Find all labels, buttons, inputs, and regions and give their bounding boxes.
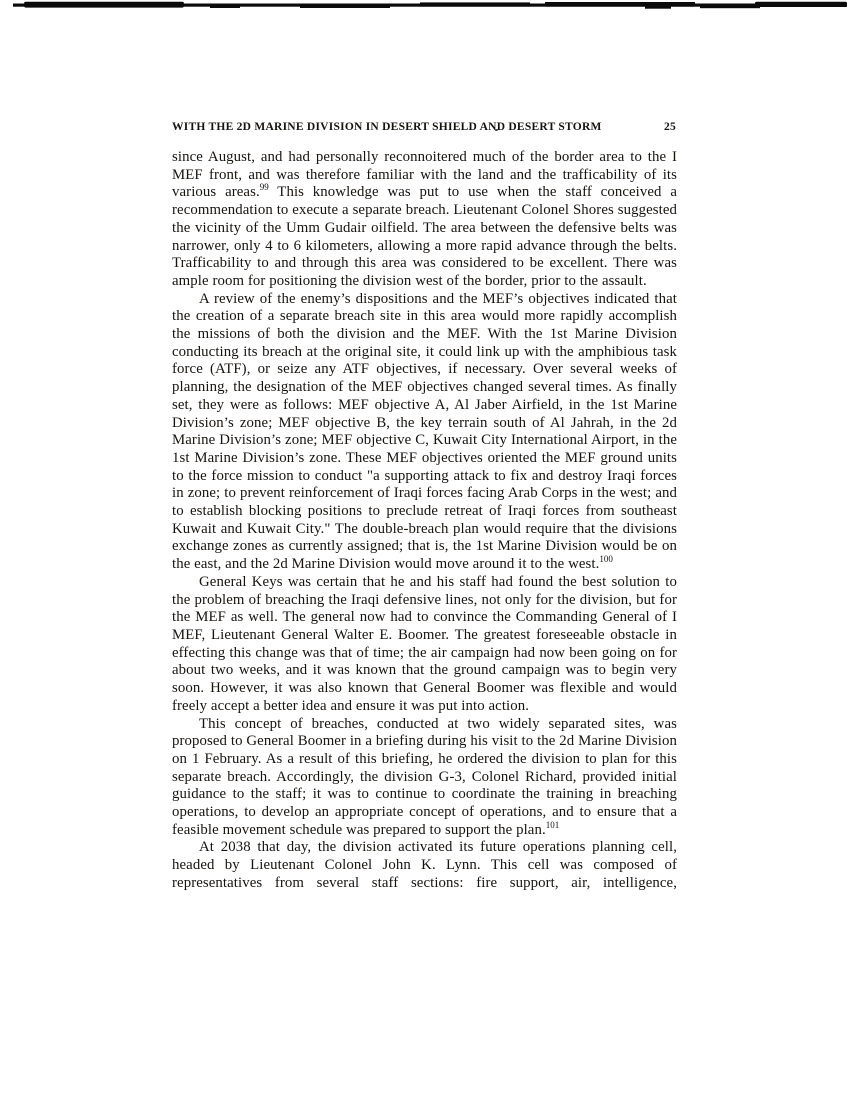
paragraph-text: General Keys was certain that he and his staff had found the best solution to the problem of breaching the Iraqi defensive lines, not only for the division, but for the MEF as well. The general now had to convince the Commanding General of I MEF, Lieutenant General Walter E. Boomer. The greatest foreseeable obstacle in effecting this change was that of time; the air campaign had now been going on for about two weeks, and it was known that the ground campaign was to begin very soon. However, it was also known that General Boomer was flexible and would freely accept a better idea and ensure it was put into action. xyxy=(172,573,677,714)
paragraph-text: This concept of breaches, conducted at two widely separated sites, was proposed to General Boomer in a briefing during his visit to the 2d Marine Division on 1 February. As a result of this briefing, he ordered the division to plan for this separate breach. Accordingly, the division G-3, Colonel Richard, provided initial guidance to the staff; it was to continue to coordinate the training in breaching operations, to develop an appropriate concept of operations, and to ensure that a feasible movement schedule was prepared to support the plan. xyxy=(172,715,677,838)
footnote-marker: 100 xyxy=(599,554,613,565)
footnote-marker: 99 xyxy=(259,182,269,193)
paragraph xyxy=(172,574,677,716)
paragraph xyxy=(172,839,677,892)
footnote-marker: 101 xyxy=(545,819,560,830)
paragraph-text: since August, and had personally reconnoitered much of the border area to the I MEF front, and was therefore familiar with the land and the trafficability of its various areas. xyxy=(172,149,677,201)
running-header-title: WITH THE 2D MARINE DIVISION IN DESERT SHIELD AND DESERT STORM xyxy=(172,121,602,133)
page-text xyxy=(172,149,677,893)
running-header xyxy=(172,121,676,133)
paragraph-text: At 2038 that day, the division activated its future operations planning cell, headed by Lieutenant Colonel John K. Lynn. This cell was composed of representatives from several staff sections: fire support, air, intelligence, xyxy=(172,839,677,891)
scan-artifact-top-bar xyxy=(0,0,856,14)
page-number: 25 xyxy=(664,121,676,133)
paragraph xyxy=(172,716,677,840)
paragraph xyxy=(172,291,677,574)
paragraph xyxy=(172,149,677,291)
paragraph-text: A review of the enemy’s dispositions and the MEF’s objectives indicated that the creation of a separate breach site in this area would more rapidly accomplish the missions of both the division and the MEF. With the 1st Marine Division conducting its breach at the original site, it could link up with the amphibious task force (ATF), or seize any ATF objectives, if necessary. Over several weeks of planning, the designation of the MEF objectives changed several times. As finally set, they were as follows: MEF objective A, Al Jaber Airfield, in the 1st Marine Division’s zone; MEF objective B, the key terrain south of Al Jahrah, in the 2d Marine Division’s zone; MEF objective C, Kuwait City International Airport, in the 1st Marine Division’s zone. These MEF objectives oriented the MEF ground units to the force mission to conduct "a supporting attack to fix and destroy Iraqi forces in zone; to prevent reinforcement of Iraqi forces facing Arab Corps in the west; and to establish blocking positions to preclude retreat of Iraqi forces from southeast Kuwait and Kuwait City." The double-breach plan would require that the divisions exchange zones as currently assigned; that is, the 1st Marine Division would be on the east, and the 2d Marine Division would move around it to the west. xyxy=(172,290,677,573)
paragraph-text: This knowledge was put to use when the staff conceived a recommendation to execute a separate breach. Lieutenant Colonel Shores suggested the vicinity of the Umm Gudair oilfield. The area between the defensive belts was narrower, only 4 to 6 kilometers, allowing a more rapid advance through the belts. Trafficability to and through this area was considered to be excellent. There was ample room for positioning the division west of the border, prior to the assault. xyxy=(172,184,678,289)
